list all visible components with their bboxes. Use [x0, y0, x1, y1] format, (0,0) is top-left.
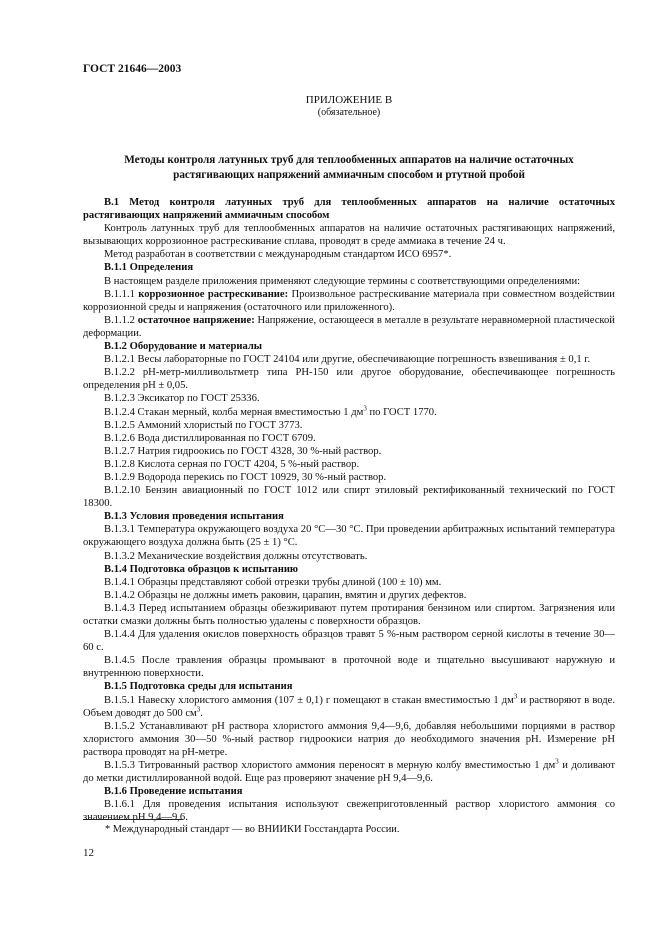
defined-term: остаточное напряжение: — [137, 314, 255, 326]
definition-item — [83, 288, 615, 314]
list-item — [83, 759, 615, 785]
list-item: В.1.4.2 Образцы не должны иметь раковин, царапин, вмятин и других дефектов. — [104, 589, 467, 601]
list-item: В.1.3.1 Температура окружающего воздуха 20 °С—30 °С. При проведении арбитражных испытаний температура окружающего воздуха должна быть (25 ± 1) °С. — [83, 524, 615, 549]
text-run: В.1.5.1 Навеску хлористого аммония (107 ± 0,1) г помещают в стакан вместимостью 1 дм — [104, 694, 514, 706]
document-code: ГОСТ 21646—2003 — [83, 63, 182, 75]
appendix-heading — [83, 94, 615, 119]
list-item: В.1.2.1 Весы лабораторные по ГОСТ 24104 или другие, обеспечивающие погрешность взвешивания ± 0,1 г. — [104, 354, 591, 366]
section-b15-heading: В.1.5 Подготовка среды для испытания — [104, 681, 293, 693]
paragraph: Контроль латунных труб для теплообменных аппаратов на наличие остаточных растягивающих напряжений, вызывающих коррозионное растрескивание сплава, проводят в среде аммиака в течение 24 ч. — [83, 223, 615, 248]
title-line-1: Методы контроля латунных труб для теплообменных аппаратов на наличие остаточных — [124, 154, 574, 166]
list-item: В.1.2.9 Водорода перекись по ГОСТ 10929, 30 %-ный раствор. — [104, 471, 387, 483]
section-b12-heading: В.1.2 Оборудование и материалы — [104, 341, 263, 353]
document-body — [83, 196, 615, 825]
list-item: В.1.4.3 Перед испытанием образцы обезжиривают путем протирания бензином или спиртом. Загрязнения или остатки смазки должны быть полностью удалены с поверхности образцов. — [83, 602, 615, 627]
title-line-2: растягивающих напряжений аммиачным способом и ртутной пробой — [173, 169, 525, 181]
list-item: В.1.6.1 Для проведения испытания используют свежеприготовленный раствор хлористого аммония со значением pH 9,4—9,6. — [83, 799, 615, 824]
clause-number: В.1.1.1 — [104, 288, 135, 300]
paragraph: Метод разработан в соответствии с международным стандартом ИСО 6957*. — [104, 249, 452, 261]
list-item: В.1.2.5 Аммоний хлористый по ГОСТ 3773. — [104, 419, 303, 431]
text-run: по ГОСТ 1770. — [366, 406, 437, 418]
list-item: В.1.4.1 Образцы представляют собой отрезки трубы длиной (100 ± 10) мм. — [104, 576, 442, 588]
section-b1-heading: В.1 Метод контроля латунных труб для теплообменных аппаратов на наличие остаточных растягивающих напряжений аммиачным способом — [83, 197, 615, 222]
text-run: В.1.2.4 Стакан мерный, колба мерная вместимостью 1 дм — [104, 406, 364, 418]
section-b14-heading: В.1.4 Подготовка образцов к испытанию — [104, 563, 299, 575]
text-run: В.1.5.3 Титрованный раствор хлористого аммония переносят в мерную колбу вместимостью 1 дм — [104, 760, 556, 772]
footnote-divider — [83, 819, 183, 820]
list-item: В.1.4.5 После травления образцы промывают в проточной воде и тщательно высушивают наружную и внутреннюю поверхности. — [83, 655, 615, 680]
list-item: В.1.5.2 Устанавливают pH раствора хлористого аммония 9,4—9,6, добавляя небольшими порциями в раствор хлористого аммония 30—50 %-ный раствор гидроокиси натрия до необходимого значения pH. Измерение pH раствора проводят на pH-метре. — [83, 720, 615, 758]
defined-term: коррозионное растрескивание: — [138, 288, 289, 300]
definition-text: Напряжение, остающееся в металле в результате неравномерной пластической деформации. — [83, 314, 615, 339]
superscript: 3 — [196, 705, 201, 714]
paragraph: В настоящем разделе приложения применяют следующие термины с соответствующими определениями: — [104, 275, 581, 287]
superscript: 3 — [363, 403, 367, 412]
footnote: * Международный стандарт — во ВНИИКИ Госстандарта России. — [105, 824, 400, 835]
list-item — [83, 694, 615, 720]
list-item: В.1.3.2 Механические воздействия должны отсутствовать. — [104, 550, 368, 562]
section-b11-heading: В.1.1 Определения — [104, 262, 194, 274]
definition-item — [83, 314, 615, 340]
section-b16-heading: В.1.6 Проведение испытания — [104, 786, 243, 798]
list-item: В.1.2.2 pH-метр-милливольтметр типа PH-150 или другое оборудование, обеспечивающее погрешность определения pH ± 0,05. — [83, 367, 615, 392]
appendix-title: ПРИЛОЖЕНИЕ В — [305, 94, 393, 106]
text-run: и растворяют в воде. Объем доводят до 500 см — [83, 694, 615, 719]
page-number: 12 — [83, 847, 94, 859]
text-run: . — [200, 707, 203, 719]
clause-number: В.1.1.2 — [104, 314, 135, 326]
definition-text: Произвольное растрескивание материала при совместном воздействии коррозионной среды и напряжения (остаточного или приложенного). — [83, 288, 615, 313]
list-item: В.1.2.7 Натрия гидроокись по ГОСТ 4328, 30 %-ный раствор. — [104, 445, 382, 457]
text-run: и доливают до метки дистиллированной водой. Еще раз проверяют значение pH 9,4—9,6. — [83, 760, 615, 785]
list-item — [83, 403, 615, 419]
list-item: В.1.2.6 Вода дистиллированная по ГОСТ 6709. — [104, 432, 316, 444]
document-title — [83, 153, 615, 183]
section-b13-heading: В.1.3 Условия проведения испытания — [104, 511, 284, 523]
list-item: В.1.2.10 Бензин авиационный по ГОСТ 1012 или спирт этиловый ректификованный технический по ГОСТ 18300. — [83, 485, 615, 510]
superscript: 3 — [555, 757, 559, 766]
appendix-subtitle: (обязательное) — [317, 106, 381, 118]
list-item: В.1.2.8 Кислота серная по ГОСТ 4204, 5 %-ный раствор. — [104, 458, 360, 470]
superscript: 3 — [513, 692, 518, 701]
list-item: В.1.2.3 Эксикатор по ГОСТ 25336. — [104, 393, 260, 405]
list-item: В.1.4.4 Для удаления окислов поверхность образцов травят 5 %-ным раствором серной кислоты в течение 30—60 с. — [83, 629, 615, 654]
